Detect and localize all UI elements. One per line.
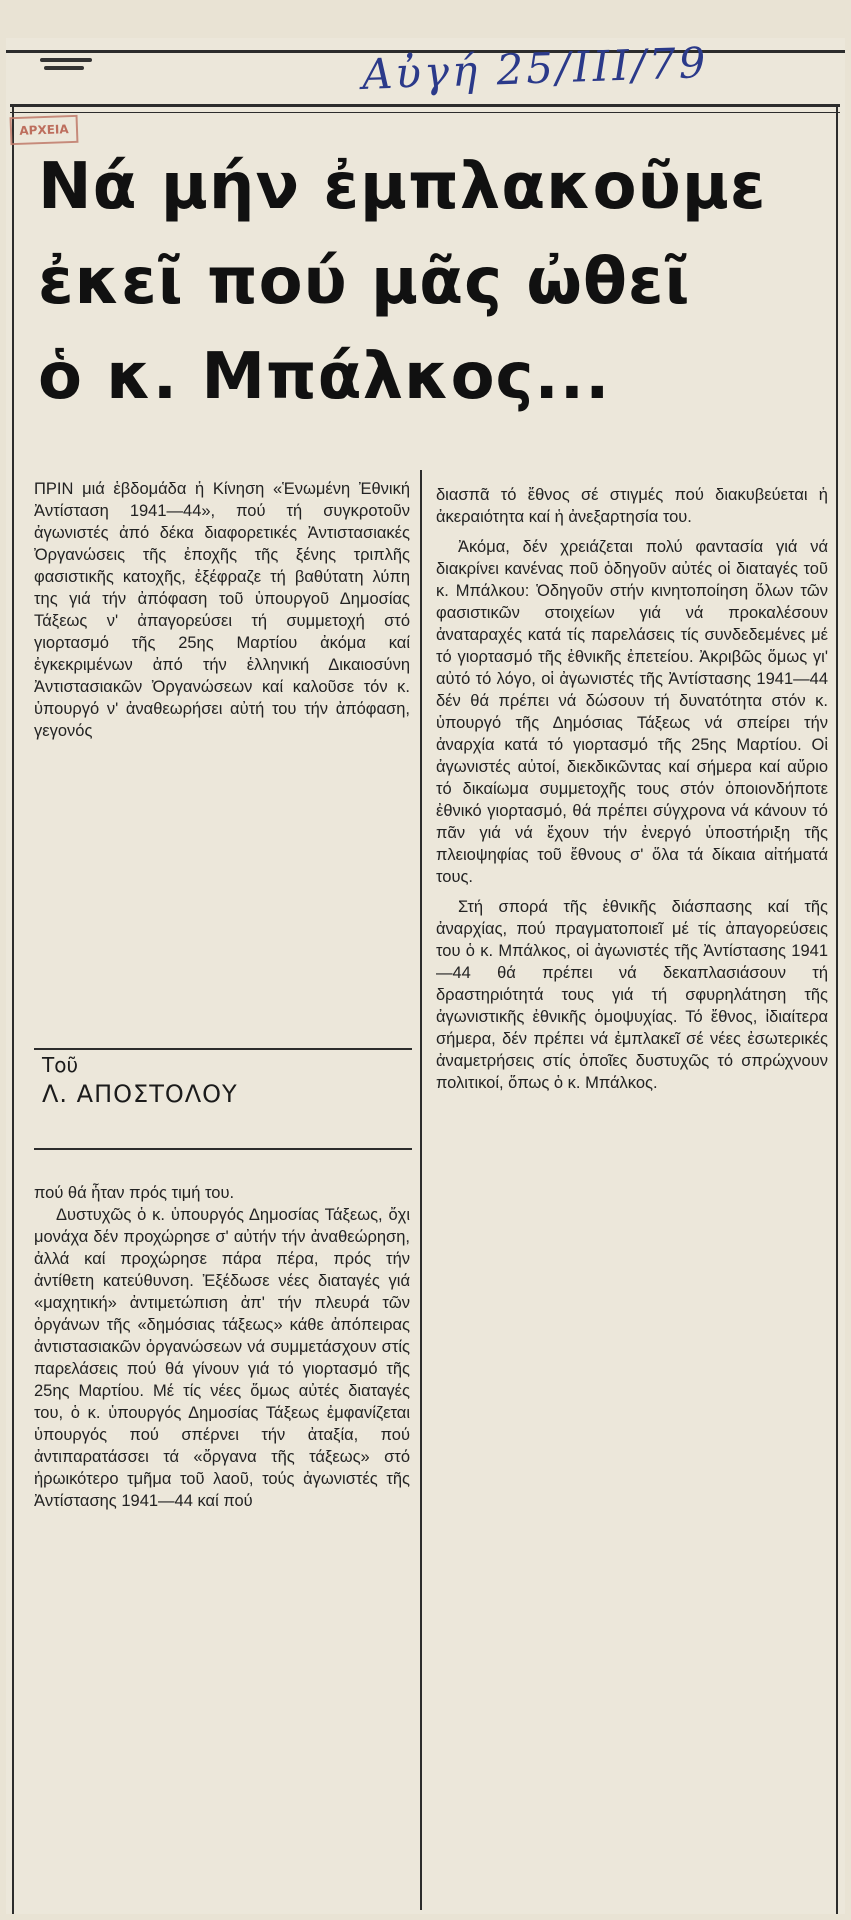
article-column-right [436,484,828,1094]
paragraph: Ἀκόμα, δέν χρειάζεται πολύ φαντασία γιά νά διακρίνει κανένας ποῦ ὁδηγοῦν αὐτές οἱ διαταγές τοῦ κ. Μπάλκου: Ὁδηγοῦν στήν κινητοποίηση ὅλων τῶν φασιστικῶν στοιχείων γιά νά προκαλέσουν ἀναταραχές κατά τίς παρελάσεις τίς συνδεδεμένες μέ τό γιορτασμό τῆς ἐθνικῆς ἐπετείου. Ἀκριβῶς ὅμως γι' αὐτό τό λόγο, οἱ ἀγωνιστές τῆς Ἀντίστασης 1941—44 δέν θά πρέπει νά δώσουν τή δυνατότητα στόν κ. ὑπουργό τῆς Δημόσιας Τάξεως νά σπείρει τήν ἀναρχία κατά τό γιορτασμό τῆς 25ης Μαρτίου. Οἱ ἀγωνιστές αὐτοί, διεκδικῶντας καί σήμερα καί αὔριο τό δικαίωμα συμμετοχῆς τους στόν ὁποιονδήποτε ἐθνικό γιορτασμό, θά πρέπει σύγχρονα νά κάνουν τό πᾶν γιά νά ἔχουν τήν ἐνεργό ὑποστήριξη τῆς πλειοψηφίας τοῦ ἔθνους σ' ὅλα τά δίκαια αἰτήματά τους. [436,538,828,886]
column-divider [420,470,422,1910]
paragraph: διασπᾶ τό ἔθνος σέ στιγμές πού διακυβεύεται ἡ ἀκεραιότητα καί ἡ ἀνεξαρτησία του. [436,486,828,526]
byline-prefix: Τοῦ [42,1053,79,1077]
headline [38,140,838,425]
byline-author: Λ. ΑΠΟΣΤΟΛΟΥ [42,1080,238,1108]
handwritten-date-note: Αὐγή 25/ΙΙΙ/79 [361,37,710,100]
left-border [12,104,14,1914]
header-rule [10,104,840,107]
paragraph: πού θά ἦταν πρός τιμή του. [34,1184,235,1202]
margin-mark [44,66,84,70]
headline-line: ἐκεῖ πού μᾶς ὠθεῖ [38,245,691,319]
headline-line: ὁ κ. Μπάλκος... [38,340,611,414]
byline [34,1052,409,1110]
archive-stamp: ΑΡΧΕΙΑ [10,115,79,145]
article-column-left-bottom [34,1182,410,1512]
byline-rule-top [34,1048,412,1050]
article-column-left-top [34,478,410,742]
paragraph: Δυστυχῶς ὁ κ. ὑπουργός Δημοσίας Τάξεως, ὄχι μονάχα δέν προχώρησε σ' αὐτήν τήν ἀναθεώρηση, ἀλλά καί προχώρησε πάρα πέρα, πρός τήν ἀντίθετη κατεύθυνση. Ἐξέδωσε νέες διαταγές γιά «μαχητική» ἀντιμετώπιση ἀπ' τήν πλευρά τῶν ὀργάνων τῆς «δημόσιας τάξεως» κάθε ἀπόπειρας ἀντιστασιακῶν ὀργανώσεων νά συμμετάσχουν στίς παρελάσεις πού θά γίνουν γιά τό γιορτασμό τῆς 25ης Μαρτίου. Μέ τίς νέες ὅμως αὐτές διαταγές του, ὁ κ. ὑπουργός Δημοσίας Τάξεως ἐμφανίζεται ὑπουργός πού σπέρνει τήν ἀταξία, πού ἀντιπαρατάσσει τά «ὄργανα τῆς τάξεως» στό ἡρωικότερο τμῆμα τοῦ λαοῦ, τούς ἀγωνιστές τῆς Ἀντίστασης 1941—44 καί πού [34,1206,410,1510]
header-rule-thin [10,112,840,113]
byline-rule-bottom [34,1148,412,1150]
paragraph: ΠΡΙΝ μιά ἑβδομάδα ἡ Κίνηση «Ἑνωμένη Ἐθνική Ἀντίσταση 1941—44», πού τή συγκροτοῦν ἀγωνιστές ἀπό δέκα διαφορετικές Ἀντιστασιακές Ὀργανώσεις τῆς ἐποχῆς τῆς ξένης τριπλῆς φασιστικῆς κατοχῆς, ἐξέφραζε τή βαθύτατη λύπη της γιά τήν ἀπόφαση τοῦ ὑπουργοῦ Δημοσίας Τάξεως ν' ἀπαγορεύσει τή συμμετοχή στό γιορτασμό τῆς 25ης Μαρτίου ἀκόμα καί ἐγκεκριμένων ἀπό τήν ἑλληνική Δικαιοσύνη Ἀντιστασιακῶν Ὀργανώσεων καί καλοῦσε τόν κ. ὑπουργό ν' ἀναθεωρήσει αὐτή του τήν ἀπόφαση, γεγονός [34,480,410,740]
margin-mark [40,58,92,62]
paragraph: Στή σπορά τῆς ἐθνικῆς διάσπασης καί τῆς ἀναρχίας, πού πραγματοποιεῖ μέ τίς ἀπαγορεύσεις του ὁ κ. Μπάλκος, οἱ ἀγωνιστές τῆς Ἀντίστασης 1941—44 θά πρέπει νά δεκαπλασιάσουν τή δραστηριότητά τους γιά τή σφυρηλάτηση τῆς ἀγωνιστικῆς ἐθνικῆς ὁμοψυχίας. Τό ἔθνος, ἰδιαίτερα σήμερα, δέν πρέπει νά ἐμπλακεῖ σέ νέες ἐσωτερικές ἀναμετρήσεις στίς ὁποῖες δυστυχῶς τό σπρώχνουν πολιτικοί, ὅπως ὁ κ. Μπάλκος. [436,898,828,1092]
headline-line: Νά μήν ἐμπλακοῦμε [38,150,767,224]
